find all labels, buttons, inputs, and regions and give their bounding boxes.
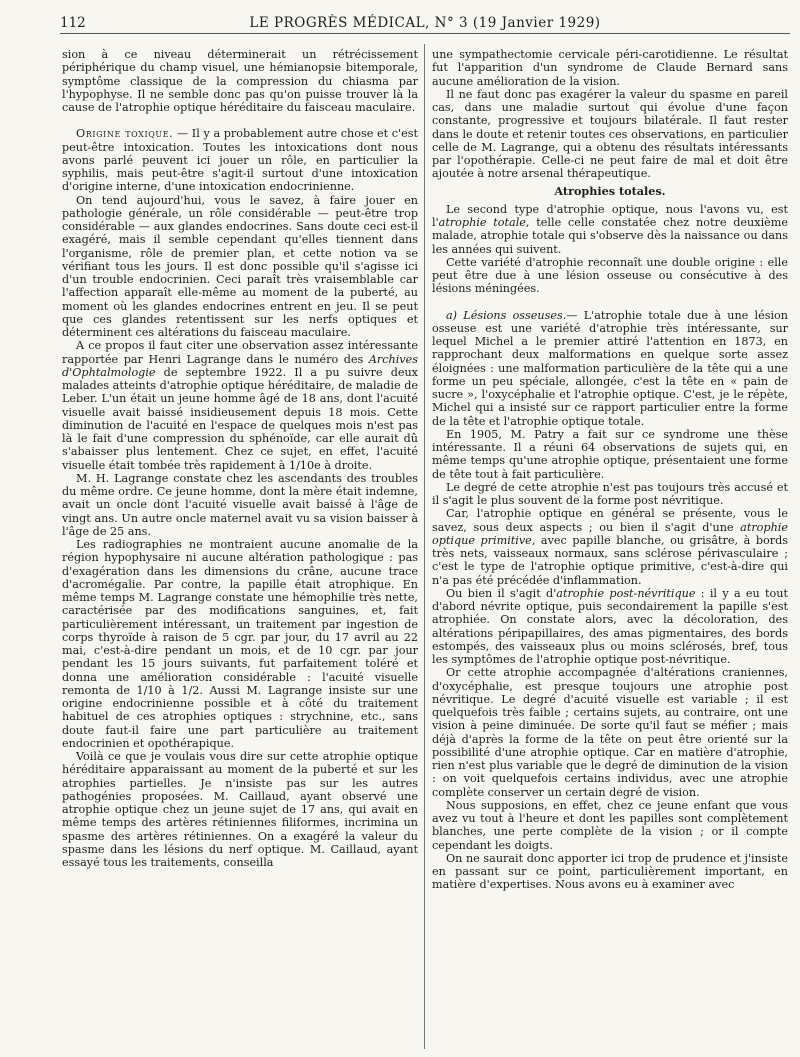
paragraph-text: Le second type d'atrophie optique, nous l'avons vu, est l' (432, 202, 788, 229)
paragraph (432, 309, 788, 428)
emphasis: atrophie optique primitive (432, 520, 788, 547)
paragraph-text: A ce propos il faut citer une observation assez intéressante rapportée par Henri Lagrange dans le numéro des (62, 339, 418, 366)
paragraph: Cette variété d'atrophie reconnaît une double origine : elle peut être due à une lésion osseuse ou consécutive à des lésions méningées. (432, 255, 788, 296)
paragraph (62, 339, 418, 472)
running-header (60, 13, 790, 34)
paragraph: Nous supposions, en effet, chez ce jeune enfant que vous avez vu tout à l'heure et dont les papilles sont complètement blanches, une perte complète de la vision ; or il compte cependant les doigts. (432, 798, 788, 852)
journal-title: Archives d'Ophtalmologie (62, 352, 418, 379)
paragraph-text: , telle celle constatée chez notre deuxième malade, atrophie totale qui s'observe dès la naissance ou dans les années qui suivent. (432, 216, 788, 256)
paragraph: Voilà ce que je voulais vous dire sur cette atrophie optique héréditaire apparaissant au moment de la puberté et sur les atrophies partielles. Je n'insiste pas sur les autres pathogénies proposées. M. Caillaud, ayant observé une atrophie optique chez un jeune sujet de 17 ans, qui avait en même temps des artères rétiniennes filiformes, incrimina un spasme des artères rétiniennes. On a exagéré la valeur du spasme dans les lésions du nerf optique. M. Caillaud, ayant essayé tous les traitements, conseilla (62, 750, 418, 869)
paragraph: En 1905, M. Patry a fait sur ce syndrome une thèse intéressante. Il a réuni 64 observations de sujets qui, en même temps qu'une atrophie optique, présentaient une forme de tête tout à fait particulière. (432, 427, 788, 481)
paragraph-text: — L'atrophie totale due à une lésion osseuse est une variété d'atrophie très intéressante, sur lequel Michel a le premier attiré l'attention en 1873, en rapprochant deux malformations en quelque sorte assez éloignées : une malformation particulière de la tête qui a une forme un peu spéciale, allongée, c'est la tête en « pain de sucre », l'oxycéphalie et l'atrophie optique. C'est, je le répète, Michel qui a insisté sur ce rapport particulier entre la forme de la tête et l'atrophie optique totale. (432, 308, 788, 428)
emphasis: atrophie post-névritique (556, 586, 696, 600)
paragraph-text: , avec papille blanche, ou grisâtre, à bords très nets, vaisseaux normaux, sans sclérose périvasculaire ; c'est le type de l'atrophie optique primitive, c'est-à-dire qui n'a pas été précédée d'inflammation. (432, 533, 788, 587)
paragraph: On ne saurait donc apporter ici trop de prudence et j'insiste en passant sur ce point, particulièrement important, en matière d'expertises. Nous avons eu à examiner avec (432, 851, 788, 892)
column-divider (424, 44, 425, 1049)
paragraph: sion à ce niveau déterminerait un rétrécissement périphérique du champ visuel, une hémianopsie bitemporale, symptôme classique de la compression du chiasma par l'hypophyse. Il ne semble donc pas qu'on puisse trouver là la cause de l'atrophie optique héréditaire du faisceau maculaire. (62, 48, 418, 114)
paragraph-text: : il y a eu tout d'abord névrite optique, puis secondairement la papille s'est atrophiée. On constate alors, avec la décoloration, des altérations péripapillaires, des amas pigmentaires, des bords estompés, des vaisseaux plus ou moins sclérosés, bref, tous les symptômes de l'atrophie optique post-névritique. (432, 586, 788, 666)
page-number: 112 (60, 15, 86, 31)
running-title: LE PROGRÈS MÉDICAL, N° 3 (19 Janvier 1929) (249, 15, 601, 31)
paragraph: Le degré de cette atrophie n'est pas toujours très accusé et il s'agit le plus souvent de la forme post névritique. (432, 480, 788, 507)
paragraph-text: de septembre 1922. Il a pu suivre deux malades atteints d'atrophie optique héréditaire, de maladie de Leber. L'un était un jeune homme âgé de 18 ans, dont l'acuité visuelle avait baissé insidieusement depuis 18 mois. Cette diminution de l'acuité en l'espace de quelques mois n'est pas là le fait d'une compression du sphénoïde, car elle aurait dû s'abaisser plus lentement. Chez ce sujet, en effet, l'acuité visuelle était tombée très rapidement à 1/10e à droite. (62, 365, 418, 472)
paragraph-text: Ou bien il s'agit d' (446, 586, 557, 600)
paragraph-text: Car, l'atrophie optique en général se présente, vous le savez, sous deux aspects ; ou bien il s'agit d'une (432, 507, 788, 534)
paragraph: Il ne faut donc pas exagérer la valeur du spasme en pareil cas, dans une maladie surtout qui évolue d'une façon constante, progressive et toujours bilatérale. Il faut rester dans le doute et retenir toutes ces observations, en particulier celle de M. Lagrange, qui a obtenu des résultats intéressants par l'opothérapie. Celle-ci ne peut faire de mal et doit être ajoutée à notre arsenal thérapeutique. (432, 87, 788, 181)
section-heading: Atrophies totales. (554, 183, 666, 198)
paragraph: M. H. Lagrange constate chez les ascendants des troubles du même ordre. Ce jeune homme, dont la mère était indemne, avait un oncle dont l'acuité visuelle avait baissé à l'âge de vingt ans. Un autre oncle maternel avait vu sa vision baisser à l'âge de 25 ans. (62, 471, 418, 538)
emphasis: atrophie totale (438, 216, 526, 229)
paragraph (432, 587, 788, 667)
subsection-lead: a) Lésions osseuses. (446, 308, 567, 322)
paragraph: une sympathectomie cervicale péri-carotidienne. Le résultat fut l'apparition d'un syndrome de Claude Bernard sans aucune amélioration de la vision. (432, 48, 788, 88)
paragraph (432, 203, 788, 256)
paragraph (62, 127, 418, 193)
paragraph: On tend aujourd'hui, vous le savez, à faire jouer en pathologie générale, un rôle considérable — peut-être trop considérable — aux glandes endocrines. Sans doute ceci est-il exagéré, mais il semble cependant qu'elles tiennent dans l'organisme, rôle de premier plan, et cette notion va se vérifiant tous les jours. Il est donc possible qu'il s'agisse ici d'un trouble endocrinien. Ceci paraît très vraisemblable car l'affection apparaît elle-même au moment de la puberté, au moment où les glandes endocrines entrent en jeu. Il se peut que ces glandes retentissent sur les nerfs optiques et déterminent ces altérations du faisceau maculaire. (62, 193, 418, 339)
left-column (62, 48, 418, 1048)
paragraph (432, 507, 788, 587)
section-lead: Origine toxique. (76, 127, 174, 141)
paragraph: Or cette atrophie accompagnée d'altérations craniennes, d'oxycéphalie, est presque toujours une atrophie post névritique. Le degré d'acuité visuelle est variable ; il est quelquefois très faible ; certains sujets, au contraire, ont une vision à peine diminuée. De sorte qu'il faut se méfier ; mais déjà d'après la forme de la tête on peut être orienté sur la possibilité d'une atrophie optique. Car en matière d'atrophie, rien n'est plus variable que le degré de diminution de la vision : on voit quelquefois certains individus, avec une atrophie complète conserver un certain degré de vision. (432, 666, 788, 799)
paragraph-text: — Il y a probablement autre chose et c'est peut-être intoxication. Toutes les intoxications dont nous avons parlé peuvent ici jouer un rôle, en particulier la syphilis, mais peut-être s'agit-il surtout d'une intoxication d'origine interne, d'une intoxication endocrinienne. (62, 127, 418, 194)
right-column (432, 48, 788, 1048)
paragraph: Les radiographies ne montraient aucune anomalie de la région hypophysaire ni aucune altération pathologique : pas d'exagération dans les dimensions du crâne, aucune trace d'acromégalie. Par contre, la papille était atrophique. En même temps M. Lagrange constate une hémophilie très nette, caractérisée par des modifications sanguines, et, fait particulièrement intéressant, un traitement par ingestion de corps thyroïde à raison de 5 cgr. par jour, du 17 avril au 22 mai, c'est-à-dire pendant un mois, et de 10 cgr. par jour pendant les 15 jours suivants, fut parfaitement toléré et donna une amélioration considérable : l'acuité visuelle remonta de 1/10 à 1/2. Aussi M. Lagrange insiste sur une origine endocrinienne possible et à côté du traitement habituel de ces atrophies optiques : strychnine, etc., sans doute faut-il faire une part particulière au traitement endocrinien et opothérapique. (62, 538, 418, 750)
